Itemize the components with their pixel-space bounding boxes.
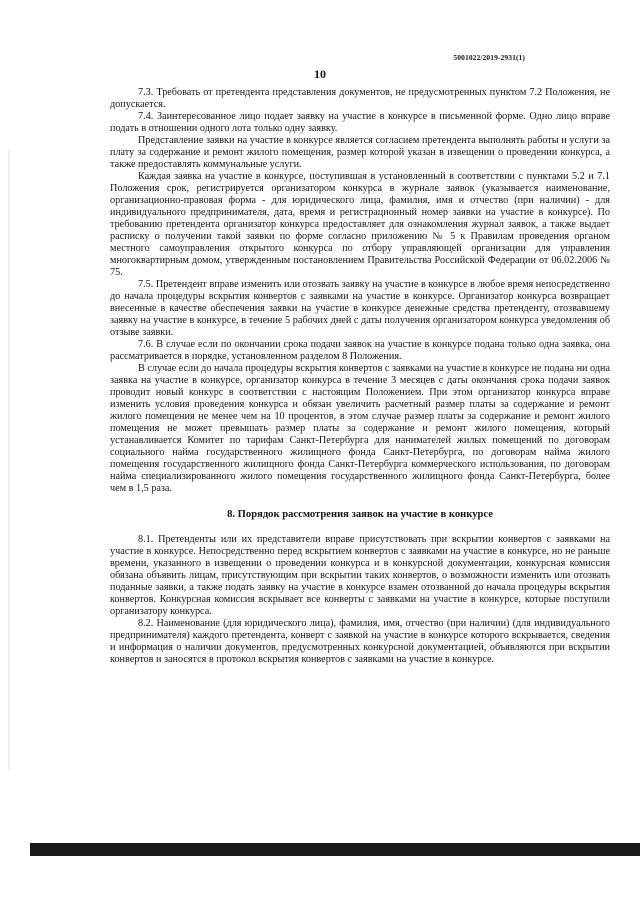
document-body bbox=[110, 87, 610, 666]
paragraph-7-5: 7.5. Претендент вправе изменить или отозвать заявку на участие в конкурсе в любое время непосредственно до начала процедуры вскрытия конвертов с заявками на участие в конкурсе. Организатор конкурса возвращает внесенные в качестве обеспечения заявки на участие в конкурсе денежные средства претенденту, отозвавшему заявку на участие в конкурсе, в течение 5 рабочих дней с даты получения организатором конкурса уведомления об отзыве заявки. bbox=[110, 279, 610, 338]
scan-edge-shadow bbox=[8, 150, 10, 770]
scan-bottom-bar bbox=[30, 843, 640, 856]
document-number: 5001022/2019-2931(1) bbox=[453, 53, 525, 62]
paragraph-7-4: 7.4. Заинтересованное лицо подает заявку на участие в конкурсе в письменной форме. Одно лицо вправе подать в отношении одного лота только одну заявку. bbox=[110, 111, 610, 134]
paragraph-8-2: 8.2. Наименование (для юридического лица), фамилия, имя, отчество (при наличии) (для индивидуального предпринимателя) каждого претендента, конверт с заявкой на участие в конкурсе которого вскрывается, сведения и информация о наличии документов, предусмотренных конкурсной документацией, объявляются при вскрытии конвертов и заносятся в протокол вскрытия конвертов с заявками на участие в конкурсе. bbox=[110, 618, 610, 665]
paragraph-7-6: 7.6. В случае если по окончании срока подачи заявок на участие в конкурсе подана только одна заявка, она рассматривается в порядке, установленном разделом 8 Положения. bbox=[110, 339, 610, 362]
paragraph-7-4-consent: Представление заявки на участие в конкурсе является согласием претендента выполнять работы и услуги за плату за содержание и ремонт жилого помещения, размер которой указан в извещении о проведении конкурса, а также предоставлять коммунальные услуги. bbox=[110, 135, 610, 170]
section-8-heading: 8. Порядок рассмотрения заявок на участие в конкурсе bbox=[227, 509, 493, 520]
paragraph-7-4-registration: Каждая заявка на участие в конкурсе, поступившая в установленный в соответствии с пунктами 5.2 и 7.1 Положения срок, регистрируется организатором конкурса в журнале заявок (указывается наименование, организационно-правовая форма - для юридического лица, фамилия, имя и отчество (при наличии) - для индивидуального предпринимателя, дата, время и регистрационный номер заявки на участие в конкурсе). По требованию претендента организатор конкурса предоставляет для ознакомления журнал заявок, а также выдает расписку о получении такой заявки по форме согласно приложению № 5 к Правилам проведения органом местного самоуправления открытого конкурса по отбору управляющей организации для управления многоквартирным домом, утвержденным постановлением Правительства Российской Федерации от 06.02.2006 № 75. bbox=[110, 171, 610, 278]
paragraph-7-3: 7.3. Требовать от претендента представления документов, не предусмотренных пунктом 7.2 Положения, не допускается. bbox=[110, 87, 610, 110]
paragraph-7-6-no-bids: В случае если до начала процедуры вскрытия конвертов с заявками на участие в конкурсе не подана ни одна заявка на участие в конкурсе, организатор конкурса в течение 3 месяцев с даты окончания срока подачи заявок проводит новый конкурс в соответствии с настоящим Положением. При этом организатор конкурса вправе изменить условия проведения конкурса и обязан увеличить расчетный размер платы за содержание и ремонт жилого помещения не менее чем на 10 процентов, в этом случае размер платы за содержание и ремонт жилого помещения не может превышать размер платы за содержание и ремонт жилого помещения, который устанавливается Комитет по тарифам Санкт-Петербурга для нанимателей жилых помещений по договорам социального найма государственного жилищного фонда Санкт-Петербурга, по договорам найма жилого помещения государственного жилищного фонда Санкт-Петербурга коммерческого использования, по договорам найма специализированного жилого помещения государственного жилищного фонда Санкт-Петербурга, более чем в 1,5 раза. bbox=[110, 363, 610, 494]
page-number: 10 bbox=[314, 67, 326, 81]
paragraph-8-1: 8.1. Претенденты или их представители вправе присутствовать при вскрытии конвертов с заявками на участие в конкурсе. Непосредственно перед вскрытием конвертов с заявками на участие в конкурсе, но не раньше времени, указанного в извещении о проведении конкурса и в конкурсной документации, конкурсная комиссия обязана объявить лицам, присутствующим при вскрытии таких конвертов, о возможности изменить или отозвать поданные заявки, а также подать заявку на участие в конкурсе взамен отозванной до начала процедуры вскрытия конвертов. Конкурсная комиссия вскрывает все конверты с заявками на участие в конкурсе, которые поступили организатору конкурса. bbox=[110, 534, 610, 617]
